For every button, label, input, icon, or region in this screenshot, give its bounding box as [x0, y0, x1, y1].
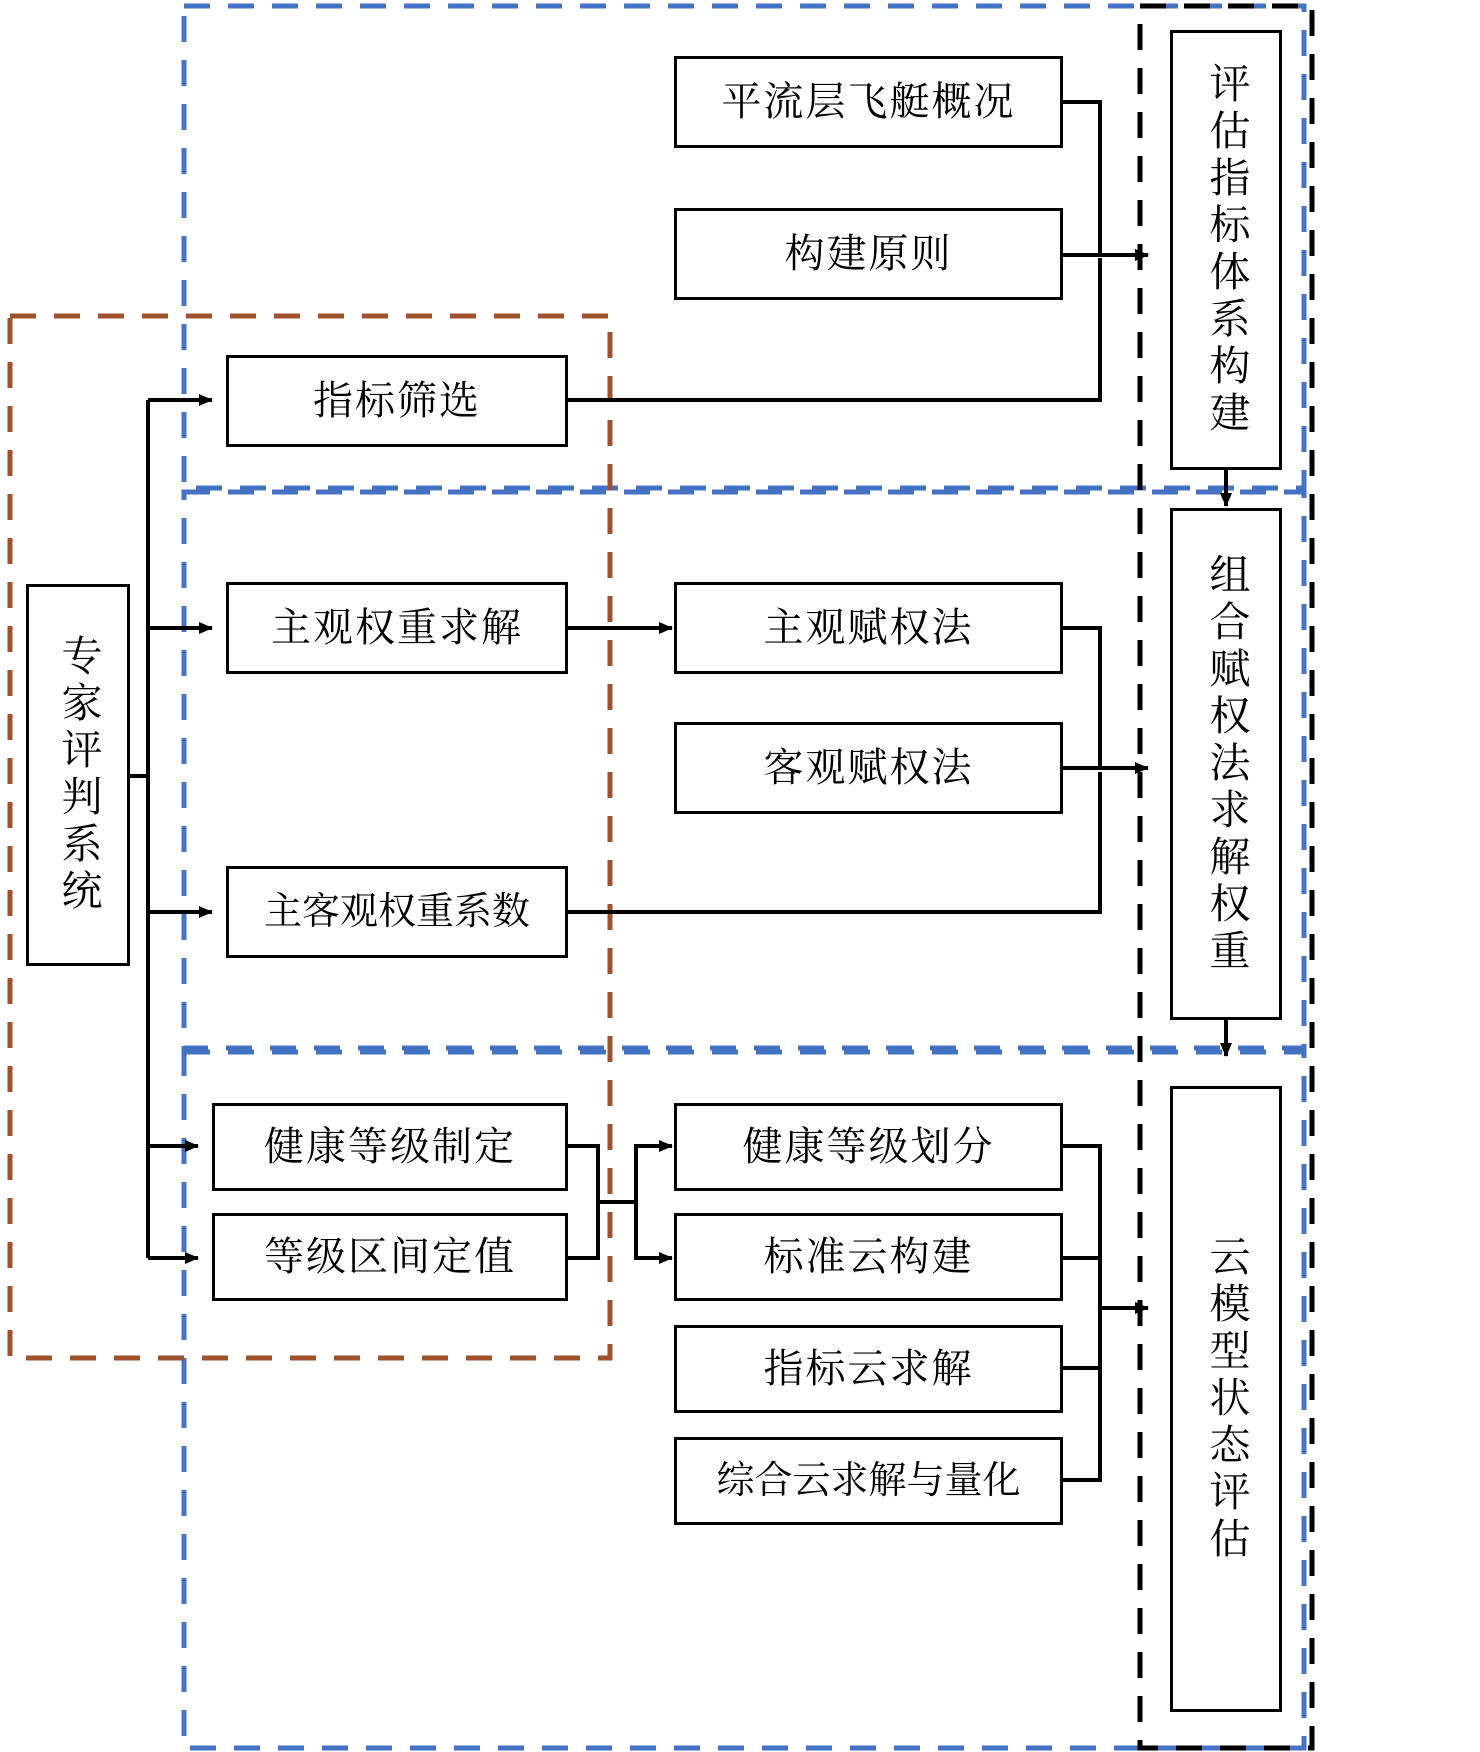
node-index-system-construction[interactable]: [1170, 30, 1282, 470]
node-build-principle[interactable]: [674, 208, 1063, 300]
node-health-level-set[interactable]: [212, 1103, 568, 1191]
node-subjective-weight-solve-label: 主观权重求解: [271, 605, 523, 651]
node-subjective-objective-coeff-label: 主客观权重系数: [263, 889, 530, 934]
node-index-screening-label: 指标筛选: [313, 378, 481, 424]
node-cloud-model-state-eval-label: 云模型状态评估: [1202, 1234, 1251, 1564]
node-index-cloud-solve-label: 指标云求解: [763, 1346, 974, 1392]
node-objective-weight-method[interactable]: [674, 722, 1063, 814]
node-expert-system[interactable]: [26, 584, 130, 966]
node-index-cloud-solve[interactable]: [674, 1325, 1063, 1413]
node-expert-system-label: 专家评判系统: [54, 634, 103, 916]
node-health-level-division-label: 健康等级划分: [742, 1124, 995, 1170]
node-index-system-construction-label: 评估指标体系构建: [1202, 62, 1251, 438]
node-subjective-weight-solve[interactable]: [226, 582, 568, 674]
node-health-level-set-label: 健康等级制定: [264, 1124, 516, 1170]
node-index-screening[interactable]: [226, 355, 568, 447]
node-objective-weight-method-label: 客观赋权法: [763, 745, 974, 791]
node-subjective-weight-method-label: 主观赋权法: [763, 605, 974, 651]
node-standard-cloud-build[interactable]: [674, 1213, 1063, 1301]
node-comprehensive-cloud-solve-label: 综合云求解与量化: [716, 1458, 1021, 1503]
node-cloud-model-state-eval[interactable]: [1170, 1086, 1282, 1712]
node-level-interval-value[interactable]: [212, 1213, 568, 1301]
node-combined-weight-solve-label: 组合赋权法求解权重: [1202, 552, 1251, 976]
node-build-principle-label: 构建原则: [784, 231, 953, 277]
node-combined-weight-solve[interactable]: [1170, 508, 1282, 1020]
node-airship-overview-label: 平流层飞艇概况: [721, 79, 1016, 125]
node-comprehensive-cloud-solve[interactable]: [674, 1437, 1063, 1525]
node-subjective-objective-coeff[interactable]: [226, 866, 568, 958]
node-level-interval-value-label: 等级区间定值: [264, 1234, 516, 1280]
node-airship-overview[interactable]: [674, 56, 1063, 148]
node-health-level-division[interactable]: [674, 1103, 1063, 1191]
node-subjective-weight-method[interactable]: [674, 582, 1063, 674]
node-standard-cloud-build-label: 标准云构建: [763, 1234, 974, 1280]
